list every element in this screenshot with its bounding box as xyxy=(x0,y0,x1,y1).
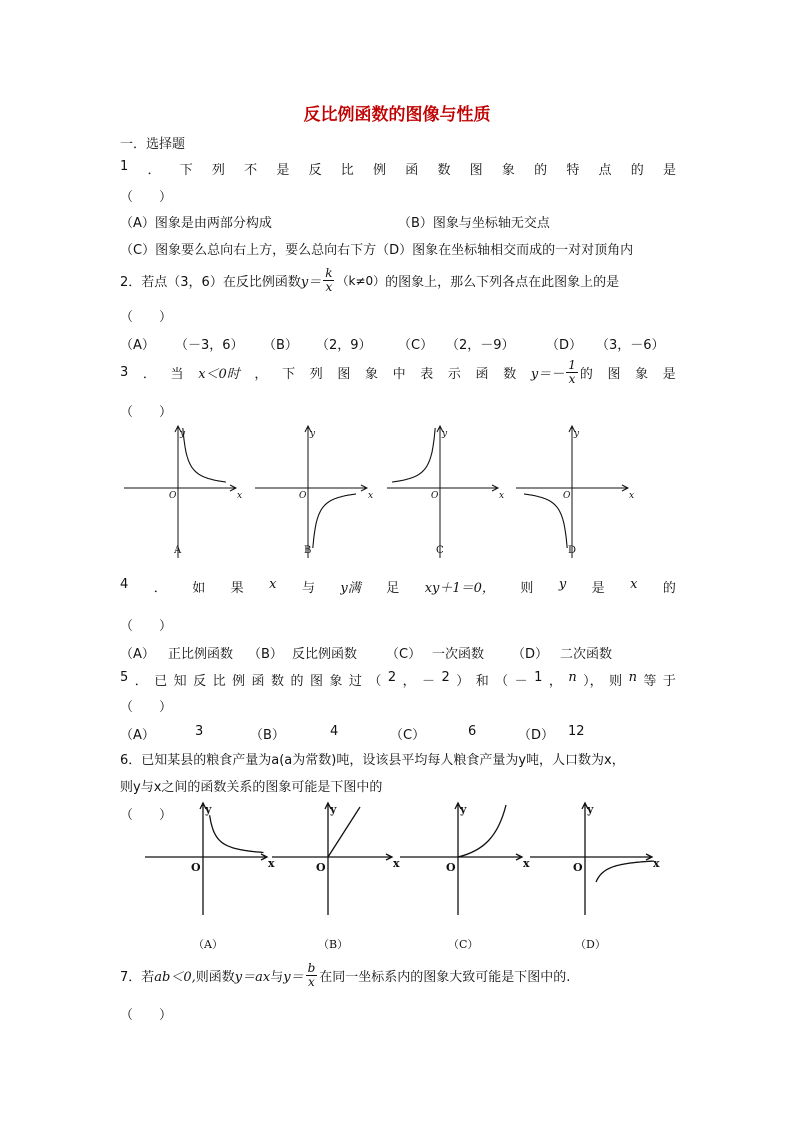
question-5-stem xyxy=(120,670,676,689)
question-6-graph-b-label: （B） xyxy=(318,938,349,951)
question-2-y-eq: y＝ xyxy=(300,274,322,290)
question-5-char: 函 xyxy=(251,674,265,689)
question-7-stem-pre: 7．若 xyxy=(120,969,155,985)
question-6-graph-d-origin-label: O xyxy=(573,861,583,874)
question-6-graph-b-y-label: y xyxy=(330,803,337,816)
question-1-char: 反 xyxy=(308,163,322,178)
question-5-char: 的 xyxy=(290,674,304,689)
question-2-option: （A） xyxy=(120,338,155,353)
question-3-char: 图 xyxy=(607,366,621,382)
question-3-paren: （ ） xyxy=(120,405,173,420)
question-3-graph-a-x-label: x xyxy=(237,491,243,501)
question-5-option: （D） xyxy=(518,728,555,743)
question-4-option: （C） xyxy=(386,647,422,662)
question-6-line-2: 则y与x之间的函数关系的图象可能是下图中的 xyxy=(120,780,383,795)
question-6-paren: （ ） xyxy=(120,808,173,823)
question-7-stem xyxy=(120,955,570,995)
question-1-char: 是 xyxy=(276,163,290,178)
question-4-dot: ． xyxy=(153,581,167,596)
question-2-option: （C） xyxy=(398,338,434,353)
question-5-char: 2 xyxy=(387,670,397,685)
question-2-option: （B） xyxy=(263,338,298,353)
question-7-frac-den: x xyxy=(308,974,315,989)
question-2-stem-post: 的图象上，那么下列各点在此图象上的是 xyxy=(385,274,620,290)
question-3-condition: x＜0时 xyxy=(198,366,240,382)
question-1-paren: （ ） xyxy=(120,190,173,205)
question-5-char: n xyxy=(568,670,577,685)
question-3-stem xyxy=(120,352,676,392)
question-3-char: 中 xyxy=(392,366,406,382)
question-5-options xyxy=(0,724,794,742)
question-3-graph-a-curve xyxy=(183,428,226,482)
question-1-char: 点 xyxy=(598,163,612,178)
question-3-graph-a-origin-label: O xyxy=(169,491,177,501)
question-3-fraction xyxy=(566,359,578,385)
question-7-condition: ab＜0, xyxy=(154,969,196,985)
question-6-graph-d-x-label: x xyxy=(653,857,660,870)
question-6-graph-d-y-label: y xyxy=(587,803,594,816)
question-4-word: 果 xyxy=(230,581,244,596)
question-2-option: （－3，6） xyxy=(175,338,244,353)
question-5-char: ， xyxy=(402,674,416,689)
question-7-stem-post: 在同一坐标系内的图象大致可能是下图中的. xyxy=(319,969,571,985)
question-1-char: 列 xyxy=(211,163,225,178)
question-3-char: 示 xyxy=(447,366,461,382)
question-3-char: 是 xyxy=(662,366,676,382)
question-5-option: 6 xyxy=(468,724,477,739)
question-2-option: （2，－9） xyxy=(446,338,515,353)
question-3-char: 图 xyxy=(337,366,351,382)
question-6-graph-c-label: （C） xyxy=(448,938,479,951)
question-5-char: （ xyxy=(495,674,509,689)
question-1-char: ． xyxy=(147,163,161,178)
question-2-condition: （k≠0） xyxy=(336,273,386,288)
question-5-char: 象 xyxy=(329,674,343,689)
question-5-char: 图 xyxy=(309,674,323,689)
question-4-paren: （ ） xyxy=(120,619,173,634)
question-1-char: 的 xyxy=(534,163,548,178)
question-3-graph-d-label: D xyxy=(568,545,577,556)
question-4-word: 如 xyxy=(192,581,206,596)
question-5-paren: （ ） xyxy=(120,700,173,715)
question-1-char: 函 xyxy=(405,163,419,178)
question-1-option-c-d: （C）图象要么总向右上方，要么总向右下方（D）图象在坐标轴相交而成的一对对顶角内 xyxy=(120,243,634,258)
question-3-dot: ． xyxy=(142,366,156,382)
question-6-graph-a-y-label: y xyxy=(205,803,212,816)
question-1-char: 是 xyxy=(662,163,676,178)
question-2-options xyxy=(0,334,794,352)
question-4-option: （D） xyxy=(512,647,549,662)
question-3-char: 下 xyxy=(282,366,296,382)
question-3-graph-d-y-label: y xyxy=(574,429,580,439)
question-3-graphs xyxy=(0,420,794,560)
question-4-x: x xyxy=(269,577,277,592)
question-5-char: 过 xyxy=(348,674,362,689)
question-4-word: 足 xyxy=(386,581,400,596)
question-3-y-eq: y＝－ xyxy=(530,366,565,382)
question-3-graph-a-y-label: y xyxy=(180,429,186,439)
question-3-frac-den: x xyxy=(568,371,576,386)
question-3-char: 函 xyxy=(475,366,489,382)
question-2-frac-den: x xyxy=(325,279,333,294)
question-5-char: 2 xyxy=(441,670,450,685)
question-3-char: 数 xyxy=(503,366,517,382)
question-5-char: 知 xyxy=(173,674,187,689)
question-3-graph-b-origin-label: O xyxy=(299,491,307,501)
question-4-option: 二次函数 xyxy=(560,647,613,662)
question-3-graph-d-x-label: x xyxy=(629,491,635,501)
question-1-char: 数 xyxy=(437,163,451,178)
question-2-fraction xyxy=(323,267,334,293)
question-3-char: 表 xyxy=(420,366,434,382)
question-7-y-eq: y＝ xyxy=(283,969,304,985)
question-6-graph-b-x-label: x xyxy=(393,857,400,870)
question-7-mid: 则函数 xyxy=(195,969,235,985)
question-5-char: ） xyxy=(456,674,470,689)
question-6-graph-a-origin-label: O xyxy=(191,861,201,874)
question-5-char: 反 xyxy=(193,674,207,689)
question-4-x: x xyxy=(630,577,638,592)
question-5-option: （C） xyxy=(390,728,426,743)
question-3-graph-c-label: C xyxy=(436,545,444,556)
question-2-stem-pre: 2．若点（3，6）在反比例函数 xyxy=(120,274,301,290)
question-4-y: y xyxy=(558,577,567,592)
question-2-frac-num: k xyxy=(325,265,333,280)
question-5-char: ． xyxy=(134,674,148,689)
question-1-char: 下 xyxy=(179,163,193,178)
question-3-graph-d-curve xyxy=(524,494,567,548)
question-4-option: （A） xyxy=(120,647,155,662)
question-2-paren: （ ） xyxy=(120,310,173,325)
question-5-char: 已 xyxy=(154,674,168,689)
question-5-char: 例 xyxy=(232,674,246,689)
question-5-option: 4 xyxy=(330,724,339,739)
question-2-stem xyxy=(120,260,619,300)
question-6-graph-a-label: （A） xyxy=(193,938,223,951)
question-7-fraction xyxy=(306,962,318,988)
question-1-stem xyxy=(120,159,676,178)
question-5-char: ）， xyxy=(583,674,603,689)
question-5-char: 比 xyxy=(212,674,226,689)
question-5-char: （ xyxy=(368,674,382,689)
question-1-char: 例 xyxy=(373,163,387,178)
question-4-stem xyxy=(120,577,676,596)
question-3-num: 3 xyxy=(120,364,129,380)
question-5-char: 数 xyxy=(271,674,285,689)
question-3-graph-d-origin-label: O xyxy=(563,491,571,501)
question-6-graph-b-origin-label: O xyxy=(316,861,326,874)
question-3-graph-c-origin-label: O xyxy=(431,491,439,501)
question-4-word: 与 xyxy=(301,581,315,596)
page-title: 反比例函数的图像与性质 xyxy=(303,105,491,125)
question-2-option: （2，9） xyxy=(316,338,372,353)
question-6-graph-a-curve xyxy=(210,815,264,852)
question-5-option: （A） xyxy=(120,728,155,743)
question-3-comma: ， xyxy=(254,366,268,382)
question-5-char: 1 xyxy=(534,670,543,685)
question-1-char: 比 xyxy=(340,163,354,178)
question-1-char: 的 xyxy=(630,163,644,178)
question-3-graph-c-curve xyxy=(392,428,435,482)
question-4-word: 是 xyxy=(591,581,605,596)
question-1-option-b: （B）图象与坐标轴无交点 xyxy=(398,216,550,231)
question-1-char: 图 xyxy=(469,163,483,178)
question-5-char: 和 xyxy=(475,674,489,689)
question-1-char: 1 xyxy=(120,159,129,174)
question-7-function-1: y＝ax xyxy=(234,969,271,985)
question-3-graph-b-curve xyxy=(313,494,356,548)
question-3-graph-b-x-label: x xyxy=(368,491,374,501)
question-3-char: 的 xyxy=(579,366,593,382)
question-1-char: 象 xyxy=(501,163,515,178)
question-1-option-a: （A）图象是由两部分构成 xyxy=(120,216,272,231)
question-4-option: 一次函数 xyxy=(432,647,485,662)
question-6-graph-a-x-label: x xyxy=(268,857,275,870)
question-3-graph-b-label: B xyxy=(304,545,312,556)
question-6-graphs xyxy=(0,795,794,955)
question-6-graph-d-label: （D） xyxy=(575,938,606,951)
question-6-graph-c-x-label: x xyxy=(523,857,530,870)
question-3-function xyxy=(531,359,593,385)
question-6-graph-c-origin-label: O xyxy=(446,861,456,874)
question-1-char: 特 xyxy=(566,163,580,178)
question-5-char: 等 xyxy=(643,674,657,689)
question-5-char: 则 xyxy=(609,674,623,689)
question-5-char: ， xyxy=(548,674,562,689)
question-4-option: 反比例函数 xyxy=(292,647,358,662)
question-4-options xyxy=(0,643,794,661)
question-5-char: － xyxy=(422,674,436,689)
question-4-word: 则 xyxy=(520,581,534,596)
question-4-option: 正比例函数 xyxy=(168,647,234,662)
question-3-char: 象 xyxy=(635,366,649,382)
question-4-word: 的 xyxy=(662,581,676,596)
question-3-char: 象 xyxy=(364,366,378,382)
question-3-graph-a-label: A xyxy=(174,545,182,556)
question-4-equation: xy＋1＝0， xyxy=(424,581,495,596)
question-4-option: （B） xyxy=(248,647,283,662)
question-2-option: （3，－6） xyxy=(596,338,665,353)
question-5-option: 12 xyxy=(568,724,585,739)
question-5-char: 5 xyxy=(120,670,129,685)
question-4-y: y满 xyxy=(340,581,361,596)
question-1-char: 不 xyxy=(244,163,258,178)
section-heading: 一．选择题 xyxy=(120,137,186,152)
question-3-when: 当 xyxy=(170,366,184,382)
question-7-frac-num: b xyxy=(307,960,316,975)
question-3-frac-num: 1 xyxy=(568,357,576,372)
question-7-and: 与 xyxy=(270,969,284,985)
question-7-paren: （ ） xyxy=(120,1008,173,1023)
question-6-graph-d-curve xyxy=(596,861,654,882)
question-3-graph-c-y-label: y xyxy=(442,429,448,439)
question-3-graph-b-y-label: y xyxy=(310,429,316,439)
question-6-graph-c-y-label: y xyxy=(460,803,467,816)
question-6-line-1: 6．已知某县的粮食产量为a(a为常数)吨，设该县平均每人粮食产量为y吨，人口数为x， xyxy=(120,753,625,768)
question-5-option: （B） xyxy=(250,728,285,743)
question-4-num: 4 xyxy=(120,577,129,592)
question-2-option: （D） xyxy=(546,338,583,353)
question-5-char: n xyxy=(628,670,637,685)
question-5-char: － xyxy=(514,674,528,689)
question-5-option: 3 xyxy=(195,724,204,739)
question-3-graph-c-x-label: x xyxy=(499,491,505,501)
question-3-char: 列 xyxy=(309,366,323,382)
question-5-char: 于 xyxy=(662,674,676,689)
